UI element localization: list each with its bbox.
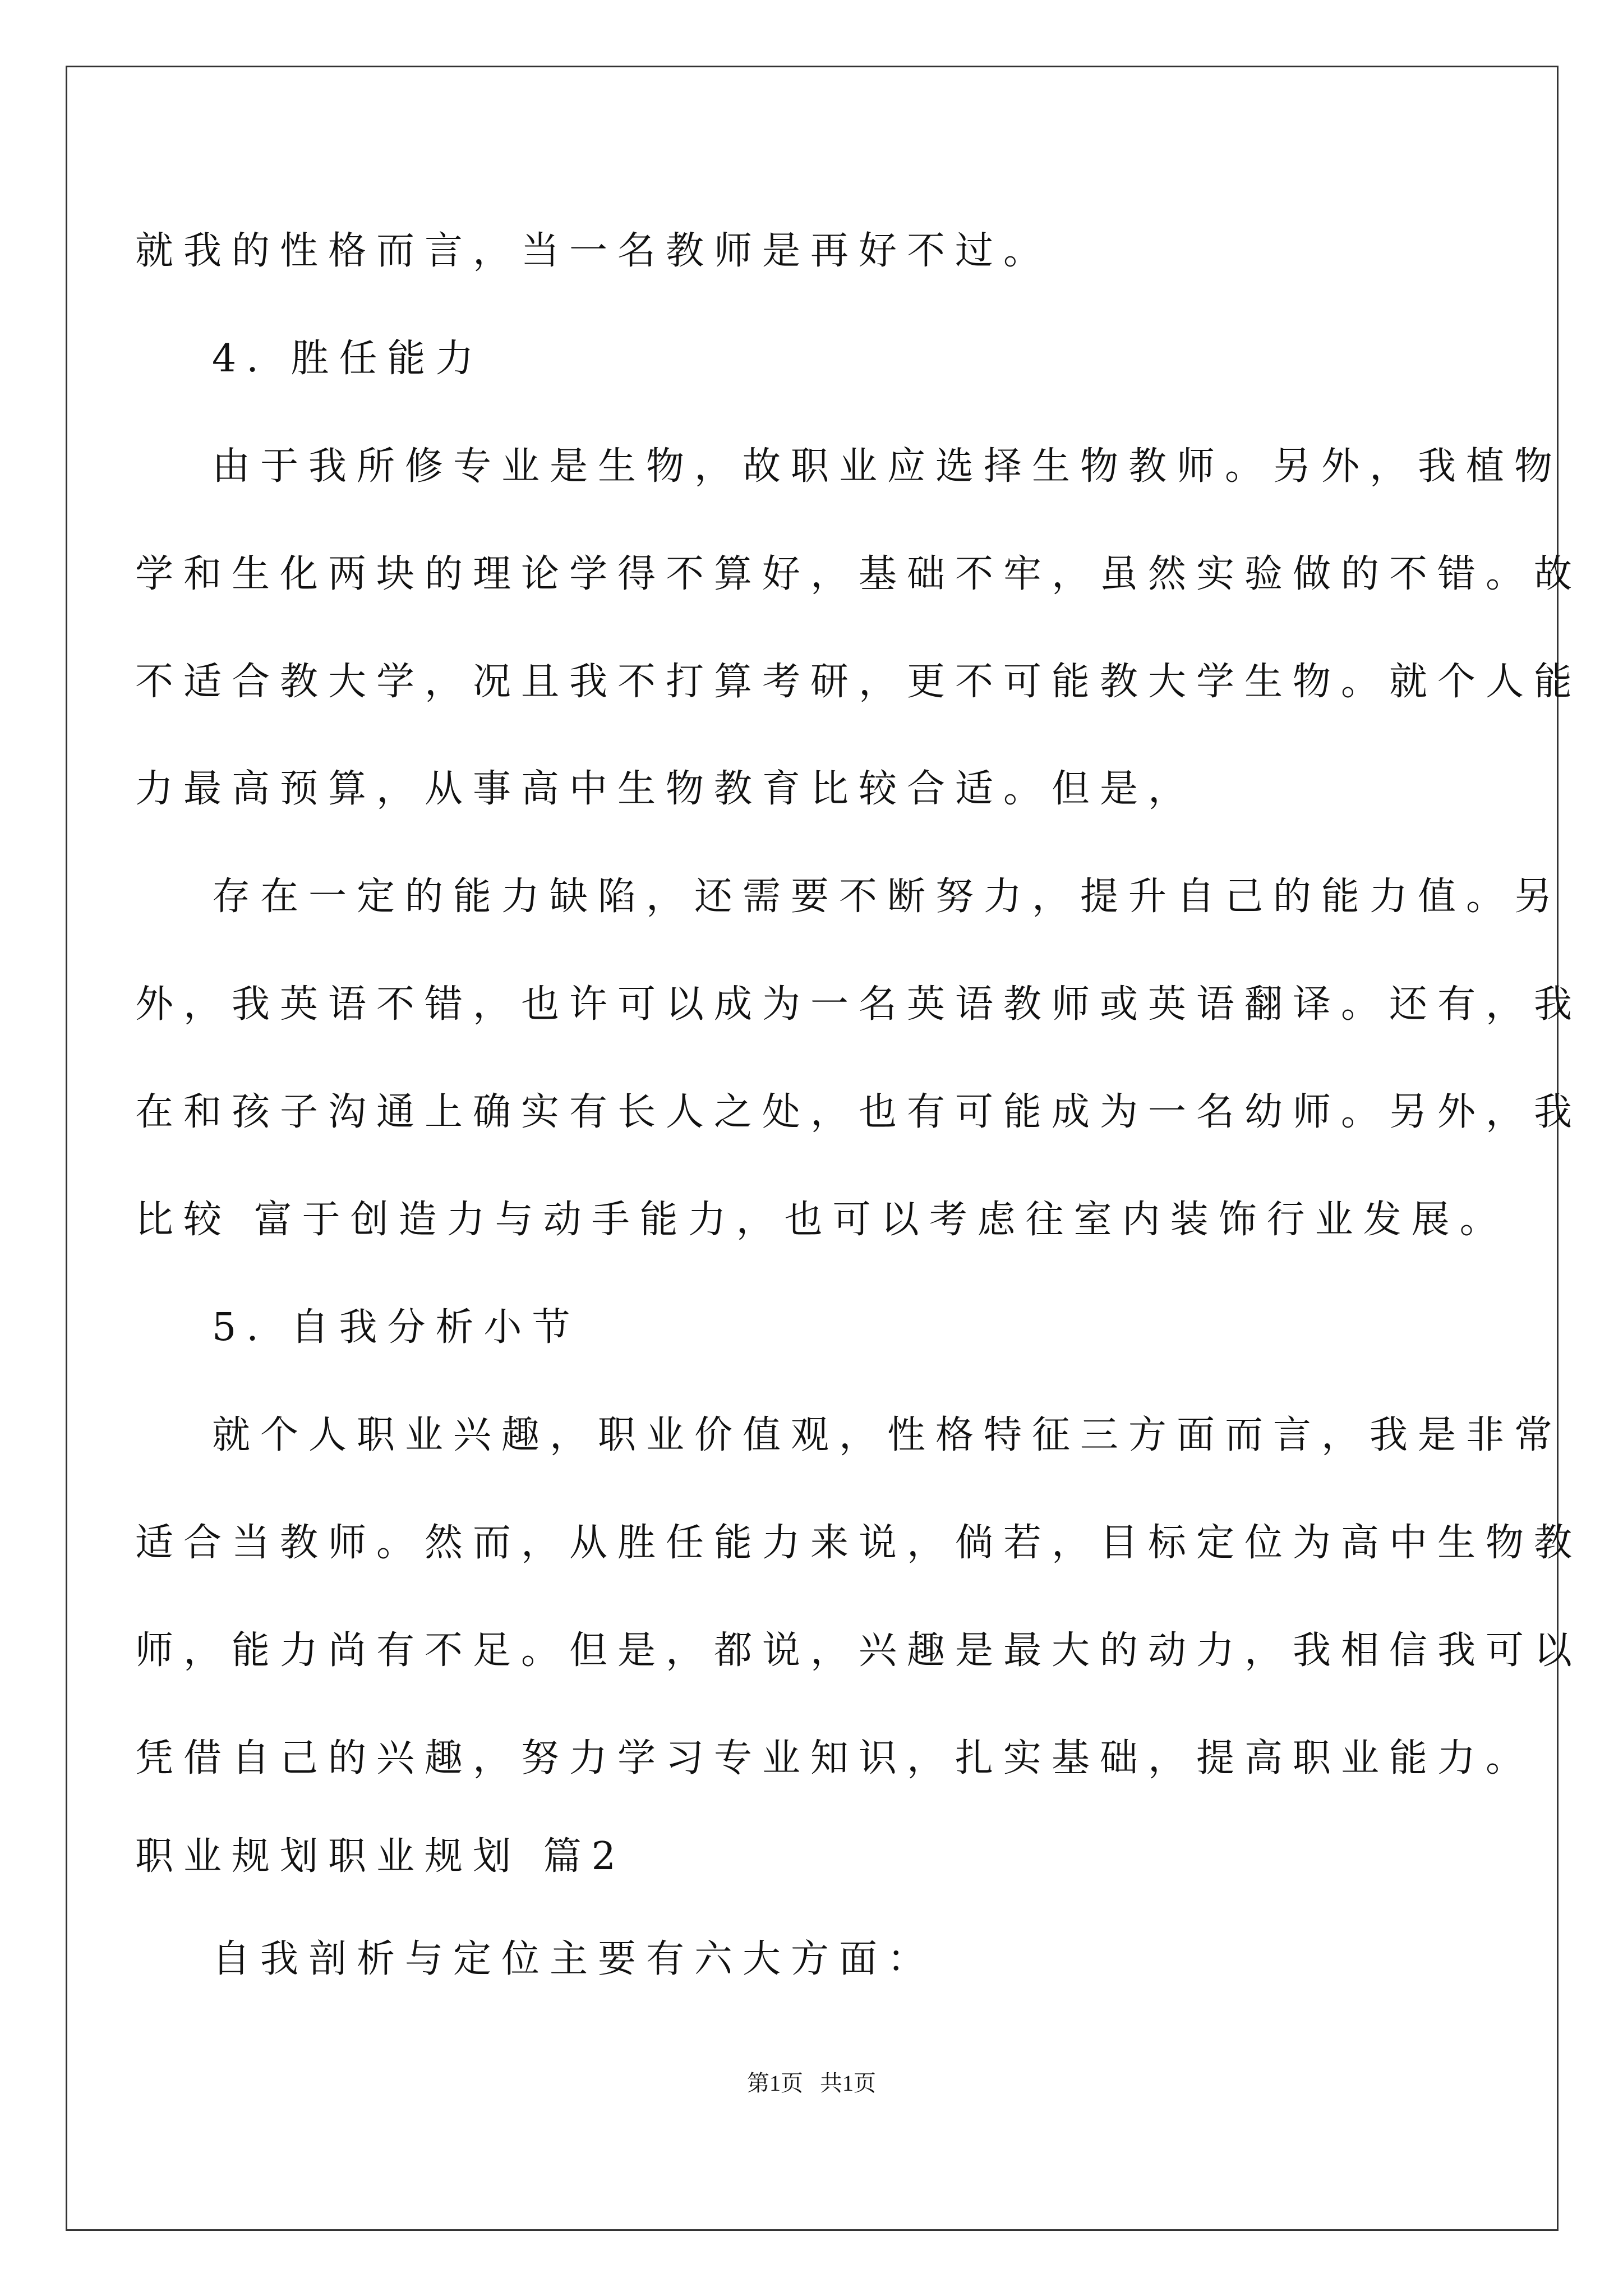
article-title: 职业规划职业规划 篇2: [135, 1834, 626, 1879]
body-line: 在和孩子沟通上确实有长人之处，也有可能成为一名幼师。另外，我: [135, 1090, 1583, 1134]
body-line: 适合当教师。然而，从胜任能力来说，倘若，目标定位为高中生物教: [135, 1521, 1583, 1565]
body-line: 师，能力尚有不足。但是，都说，兴趣是最大的动力，我相信我可以: [135, 1628, 1583, 1673]
body-line: 就我的性格而言，当一名教师是再好不过。: [135, 229, 1052, 273]
body-line: 自我剖析与定位主要有六大方面：: [212, 1937, 936, 1981]
body-line: 由于我所修专业是生物，故职业应选择生物教师。另外，我植物: [212, 444, 1563, 489]
body-line: 外，我英语不错，也许可以成为一名英语教师或英语翻译。还有，我: [135, 982, 1583, 1027]
body-line: 学和生化两块的理论学得不算好，基础不牢，虽然实验做的不错。故: [135, 552, 1583, 596]
body-line: 不适合教大学，况且我不打算考研，更不可能教大学生物。就个人能: [135, 660, 1583, 704]
body-line: 存在一定的能力缺陷，还需要不断努力，提升自己的能力值。另: [212, 875, 1563, 919]
section-heading: 5. 自我分析小节: [212, 1305, 580, 1350]
body-line: 就个人职业兴趣，职业价值观，性格特征三方面而言，我是非常: [212, 1413, 1563, 1457]
body-line: 力最高预算，从事高中生物教育比较合适。但是，: [135, 767, 1197, 811]
body-line: 比较 富于创造力与动手能力，也可以考虑往室内装饰行业发展。: [135, 1198, 1508, 1242]
section-heading: 4. 胜任能力: [212, 337, 484, 381]
body-line: 凭借自己的兴趣，努力学习专业知识，扎实基础，提高职业能力。: [135, 1736, 1534, 1780]
page-footer: 第1页 共1页: [747, 2070, 876, 2096]
